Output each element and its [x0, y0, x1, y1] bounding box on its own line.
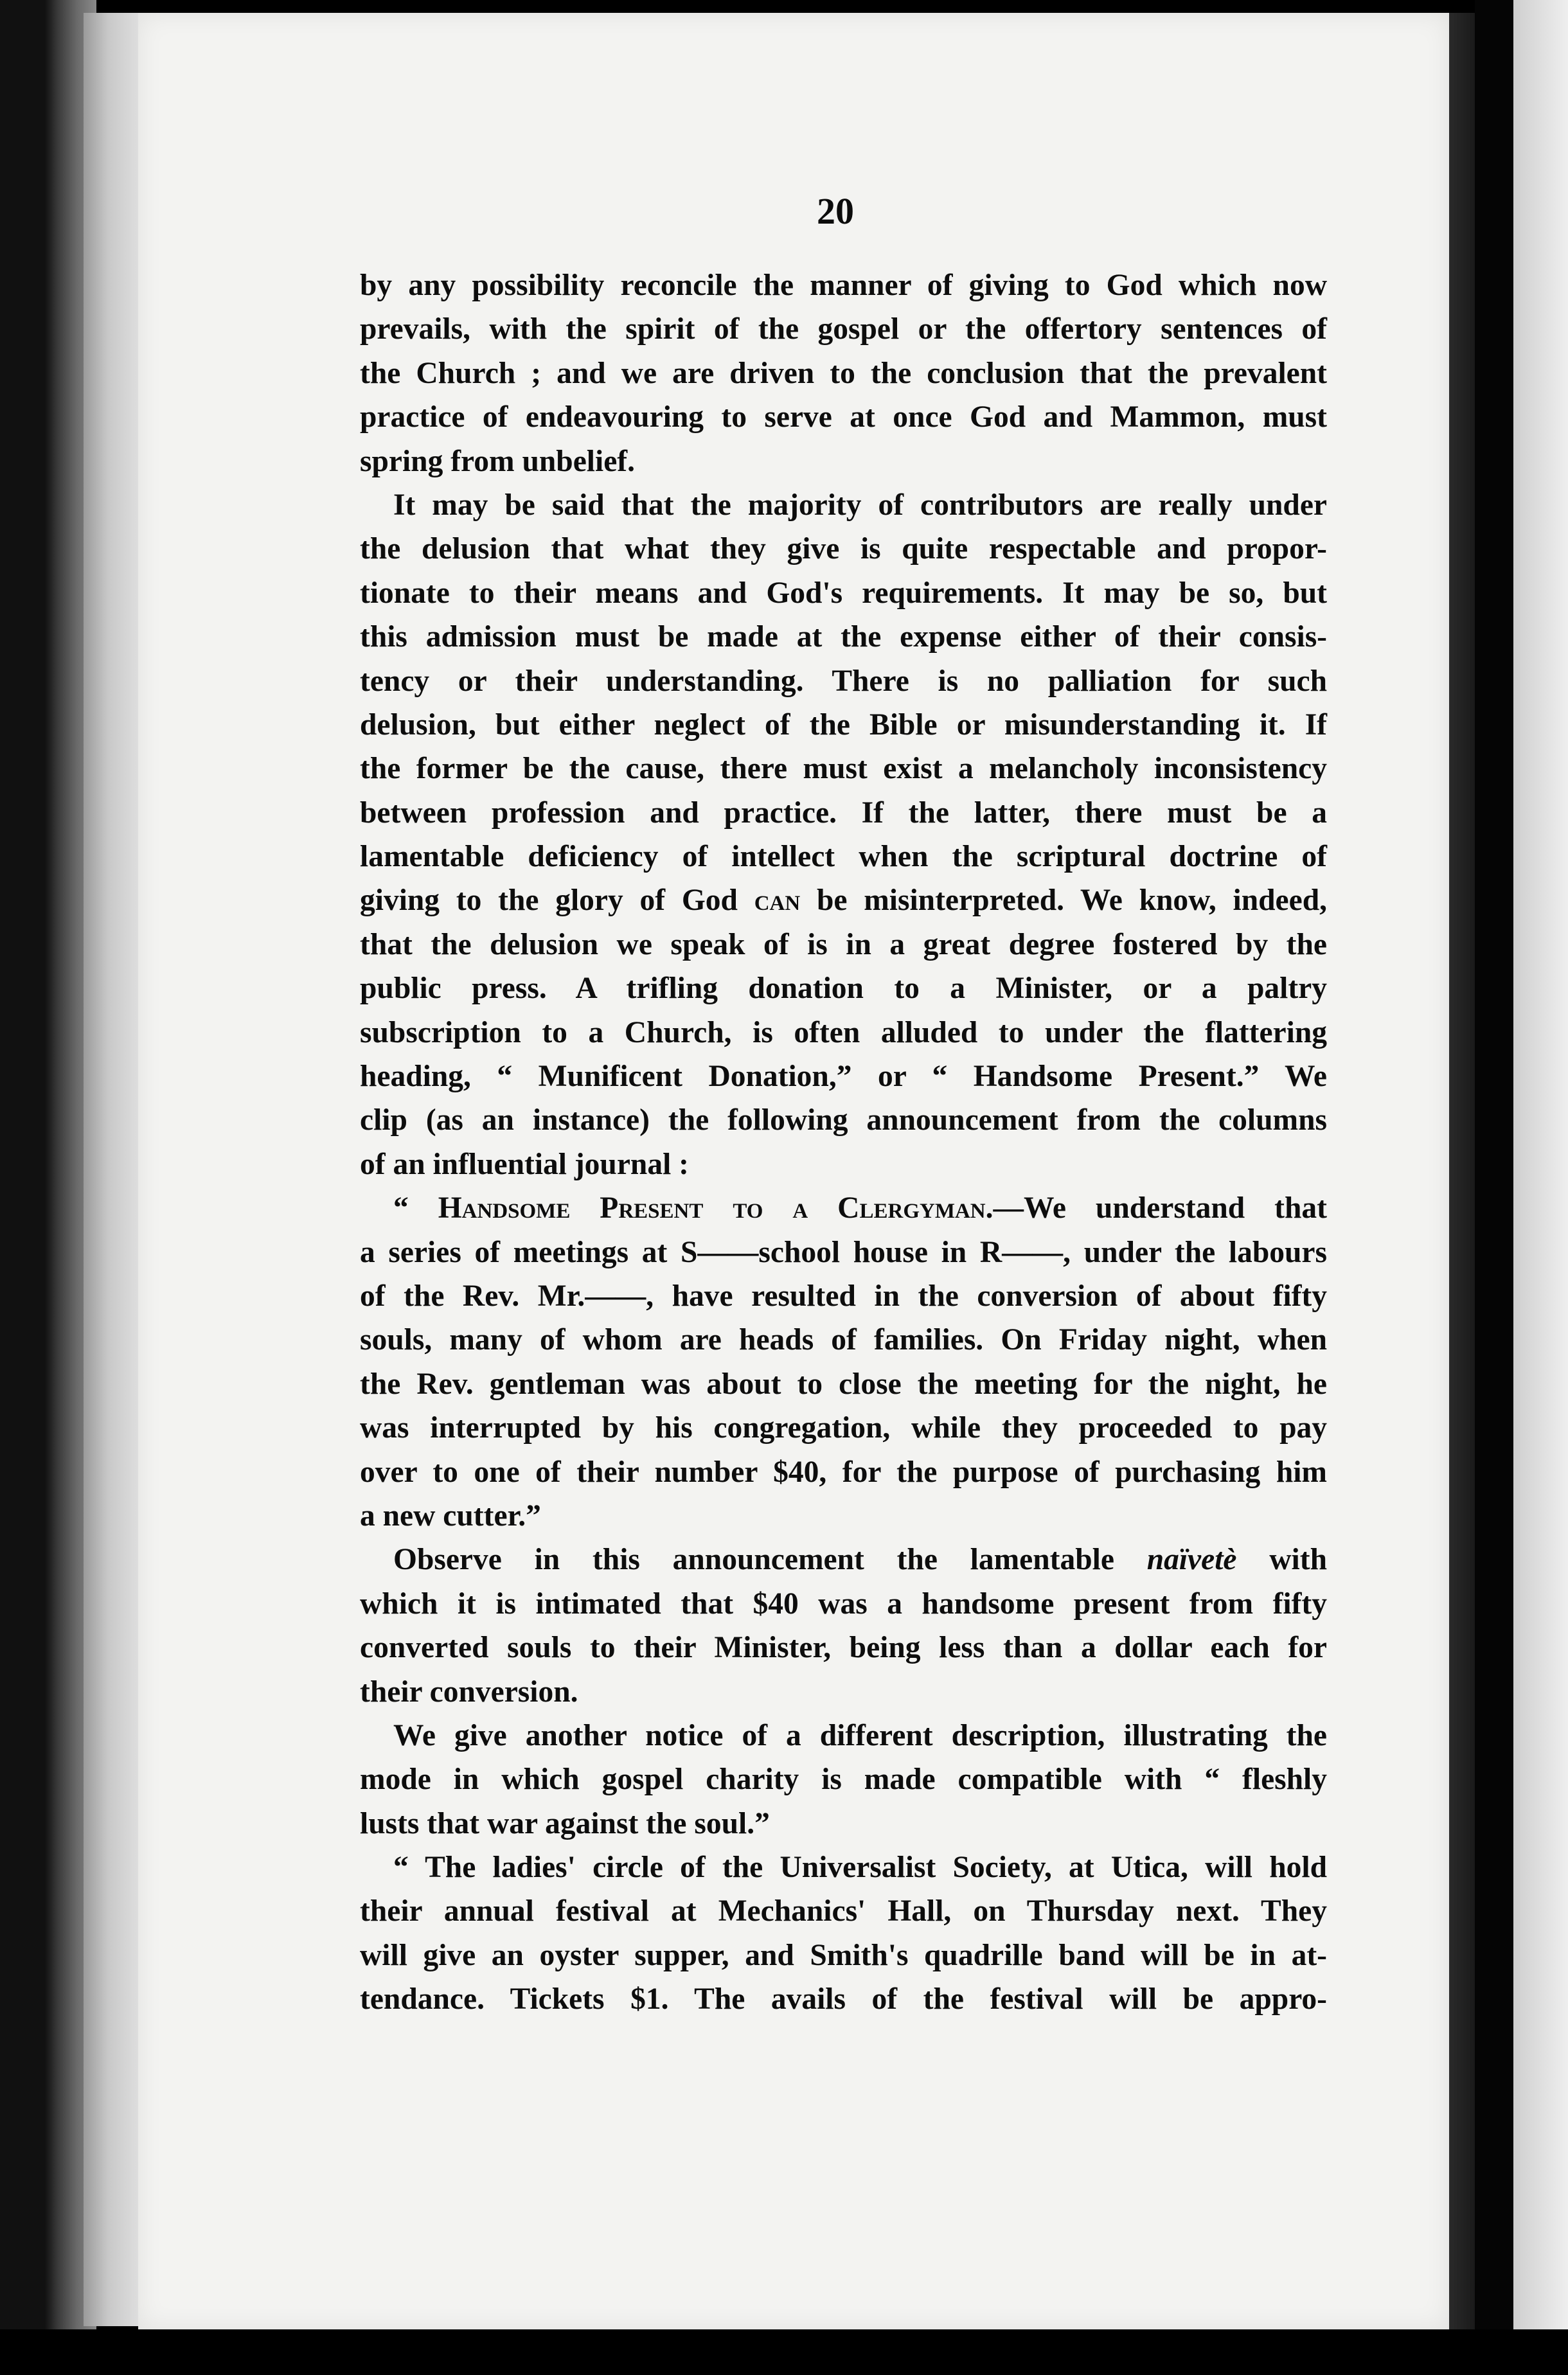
- body-text: [360, 263, 1327, 2022]
- text-line: [360, 878, 1327, 922]
- text-line: public press. A trifling donation to a Minister, or a paltry: [360, 972, 1327, 1006]
- text-line: “ The ladies' circle of the Universalist Society, at Utica, will hold: [393, 1851, 1327, 1885]
- facing-page-edge: [1513, 0, 1568, 2375]
- text-line: tionate to their means and God's requirements. It may be so, but: [360, 576, 1327, 610]
- text-line: the former be the cause, there must exist a melancholy inconsistency: [360, 752, 1327, 786]
- text-run: giving to the glory of God: [360, 884, 754, 918]
- text-line: of an influential journal :: [360, 1147, 689, 1181]
- text-line: the Church ; and we are driven to the conclusion that the prevalent: [360, 356, 1327, 390]
- text-line: which it is intimated that $40 was a handsome present from fifty: [360, 1587, 1327, 1621]
- text-line: delusion, but either neglect of the Bible or misunderstanding it. If: [360, 707, 1327, 742]
- text-line: by any possibility reconcile the manner of giving to God which now: [360, 269, 1327, 302]
- text-line: practice of endeavouring to serve at once God and Mammon, must: [360, 400, 1327, 434]
- text-line: that the delusion we speak of is in a great degree fostered by the: [360, 927, 1327, 961]
- text-run: be misinterpreted. We know, indeed,: [800, 884, 1327, 918]
- text-line: was interrupted by his congregation, while they proceeded to pay: [360, 1411, 1327, 1445]
- text-line: clip (as an instance) the following announcement from the columns: [360, 1103, 1327, 1137]
- text-line: We give another notice of a different description, illustrating the: [393, 1718, 1327, 1752]
- text-line: their conversion.: [360, 1675, 578, 1709]
- text-line: souls, many of whom are heads of families. On Friday night, when: [360, 1323, 1327, 1357]
- text-line: a new cutter.”: [360, 1499, 541, 1533]
- page-gutter-shadow: [1449, 13, 1475, 2329]
- text-line: their annual festival at Mechanics' Hall, on Thursday next. They: [360, 1894, 1327, 1928]
- text-line: [360, 1538, 1327, 1581]
- text-line: It may be said that the majority of contributors are really under: [393, 488, 1327, 522]
- book-page-edge: [84, 13, 145, 2326]
- text-run: Observe in this announcement the lamentable: [393, 1543, 1147, 1577]
- page-number: 20: [817, 190, 854, 232]
- text-line: lamentable deficiency of intellect when the scriptural doctrine of: [360, 840, 1327, 874]
- text-run: with: [1236, 1543, 1327, 1577]
- text-line: [360, 1186, 1327, 1230]
- text-line: mode in which gospel charity is made compatible with “ fleshly: [360, 1763, 1327, 1797]
- text-line: between profession and practice. If the latter, there must be a: [360, 796, 1327, 830]
- text-run: —We understand that: [993, 1191, 1327, 1225]
- text-line: a series of meetings at S——school house in R——, under the labours: [360, 1235, 1327, 1269]
- text-line: this admission must be made at the expense either of their consis-: [360, 620, 1327, 654]
- text-line: converted souls to their Minister, being less than a dollar each for: [360, 1631, 1327, 1665]
- text-line: will give an oyster supper, and Smith's quadrille band will be in at-: [360, 1938, 1327, 1972]
- scan-border-bottom: [0, 2329, 1568, 2375]
- text-line: spring from unbelief.: [360, 444, 635, 478]
- text-line: of the Rev. Mr.——, have resulted in the conversion of about fifty: [360, 1279, 1327, 1313]
- text-line: the Rev. gentleman was about to close the meeting for the night, he: [360, 1367, 1327, 1401]
- italic-word: naïvetè: [1146, 1543, 1237, 1577]
- text-line: subscription to a Church, is often alluded to under the flattering: [360, 1015, 1327, 1049]
- text-line: lusts that war against the soul.”: [360, 1806, 770, 1840]
- text-line: tendance. Tickets $1. The avails of the festival will be appro-: [360, 1982, 1327, 2016]
- quote-heading: Handsome Present to a Clergyman.: [438, 1191, 993, 1225]
- scan-border-right: [1475, 0, 1513, 2375]
- scan-border-left: [0, 0, 96, 2375]
- text-line: prevails, with the spirit of the gospel or the offertory sentences of: [360, 312, 1327, 346]
- text-run: “: [393, 1191, 438, 1225]
- small-caps-emphasis: can: [754, 884, 801, 918]
- text-line: heading, “ Munificent Donation,” or “ Handsome Present.” We: [360, 1060, 1327, 1094]
- text-line: the delusion that what they give is quite respectable and propor-: [360, 532, 1327, 566]
- text-line: tency or their understanding. There is no palliation for such: [360, 664, 1327, 698]
- text-line: over to one of their number $40, for the purpose of purchasing him: [360, 1455, 1327, 1489]
